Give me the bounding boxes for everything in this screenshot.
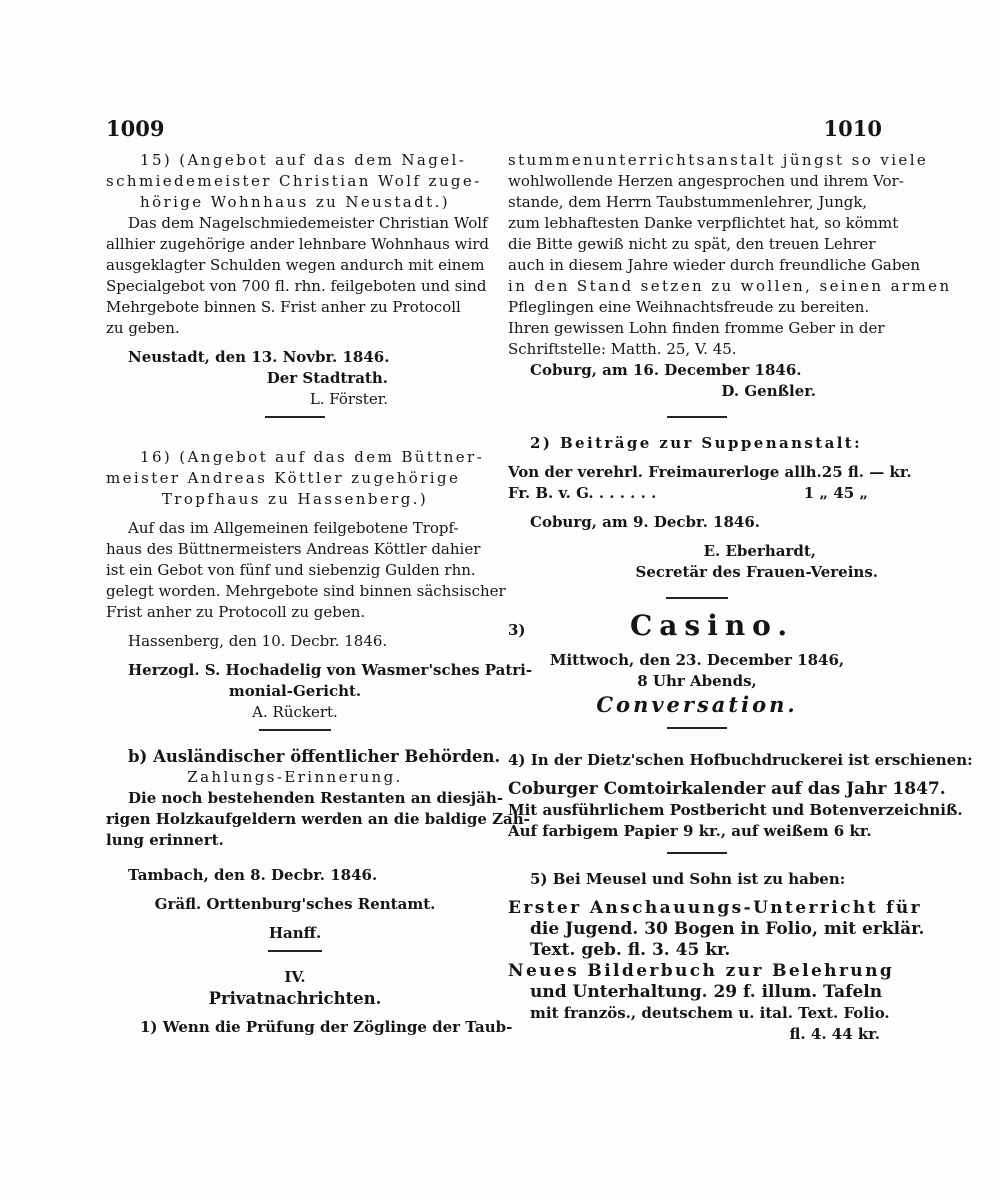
notice-body-line: Pfleglingen eine Weihnachtsfreude zu bereiten. (508, 298, 870, 316)
divider (667, 416, 727, 418)
notice-title: Tropfhaus zu Hassenberg.) (161, 490, 429, 508)
signer: A. Rückert. (252, 703, 338, 721)
event-date: Mittwoch, den 23. December 1846, (549, 651, 845, 669)
section-numeral: IV. (284, 968, 306, 986)
issuing-authority: Gräfl. Orttenburg'sches Rentamt. (154, 895, 436, 913)
notice-body-line: Schriftstelle: Matth. 25, V. 45. (508, 340, 737, 358)
section-heading: b) Ausländischer öffentlicher Behörden. (128, 747, 501, 766)
notice-title: hörige Wohnhaus zu Neustadt.) (140, 193, 450, 211)
notice-title: 16) (Angebot auf das dem Büttner- (140, 448, 485, 466)
signer: D. Genßler. (721, 382, 816, 400)
notice-body-line: zum lebhaftesten Danke verpflichtet hat, so kömmt (508, 214, 899, 232)
notice-intro: 5) Bei Meusel und Sohn ist zu haben: (530, 870, 846, 888)
book-entry-line: Text. geb. fl. 3. 45 kr. (530, 940, 731, 960)
notice-body-line: wohlwollende Herzen angesprochen und ihrem Vor- (508, 172, 904, 190)
book-entry-line: die Jugend. 30 Bogen in Folio, mit erklär. (530, 919, 925, 939)
issuing-authority: Der Stadtrath. (266, 369, 388, 387)
casino-heading (508, 609, 886, 642)
notice-body-line: stummenunterrichtsanstalt jüngst so viele (508, 151, 929, 169)
notice-body-line: ausgeklagter Schulden wegen andurch mit einem (106, 256, 485, 274)
divider (259, 729, 331, 731)
donation-row (508, 483, 886, 504)
notice-body-line: Frist anher zu Protocoll zu geben. (106, 603, 366, 621)
book-entry-line: Neues Bilderbuch zur Belehrung (508, 961, 895, 981)
notice-private-4 (508, 750, 973, 854)
page-number-left: 1009 (106, 116, 165, 141)
event-name: Conversation. (596, 692, 798, 717)
donation-row (508, 462, 912, 483)
section-b (106, 746, 530, 952)
notice-body-line: Das dem Nagelschmiedemeister Christian Wolf (128, 214, 488, 232)
notice-body-line: lung erinnert. (106, 831, 224, 849)
notice-15 (106, 150, 490, 418)
right-column (508, 150, 973, 1045)
signer: Hanff. (268, 924, 322, 942)
signer: L. Förster. (309, 390, 388, 408)
donor: Fr. B. v. G. . . . . . . (508, 484, 657, 502)
publication-title: Coburger Comtoirkalender auf das Jahr 1847. (508, 779, 946, 799)
place-date: Neustadt, den 13. Novbr. 1846. (128, 348, 390, 366)
amount: 25 fl. — kr. (821, 463, 912, 481)
notice-body-line: Mit ausführlichem Postbericht und Botenverzeichniß. (508, 801, 963, 819)
book-entry-line: mit französ., deutschem u. ital. Text. Folio. (530, 1004, 890, 1022)
book-entry-line: und Unterhaltung. 29 f. illum. Tafeln (530, 982, 883, 1002)
divider (667, 852, 727, 854)
notice-private-1-continued (508, 150, 952, 418)
book-entry-line: Erster Anschauungs-Unterricht für (508, 898, 923, 918)
issuing-authority: monial-Gericht. (228, 682, 362, 700)
notice-body-line: allhier zugehörige ander lehnbare Wohnhaus wird (106, 235, 490, 253)
donor: Von der verehrl. Freimaurerloge allh. (508, 463, 822, 481)
issuing-authority: Herzogl. S. Hochadelig von Wasmer'sches Patri- (128, 661, 533, 679)
notice-body-line: die Bitte gewiß nicht zu spät, den treuen Lehrer (508, 235, 876, 253)
divider (268, 950, 322, 952)
divider (667, 727, 727, 729)
place-date: Tambach, den 8. Decbr. 1846. (128, 866, 378, 884)
section-subheading: Zahlungs-Erinnerung. (187, 768, 403, 786)
event-title: Casino. (630, 609, 795, 642)
event-time: 8 Uhr Abends, (637, 672, 757, 690)
notice-body-line: Mehrgebote binnen S. Frist anher zu Protocoll (106, 298, 461, 316)
divider (265, 416, 325, 418)
notice-private-2 (508, 433, 912, 599)
notice-body-line: Auf das im Allgemeinen feilgebotene Tropf- (128, 519, 459, 537)
section-iv (106, 967, 513, 1038)
notice-private-5 (508, 869, 925, 1045)
notice-body-line: auch in diesem Jahre wieder durch freundliche Gaben (508, 256, 921, 274)
place-date: Coburg, am 9. Decbr. 1846. (530, 513, 760, 531)
notice-body-line: Specialgebot von 700 fl. rhn. feilgeboten und sind (106, 277, 487, 295)
signer-title: Secretär des Frauen-Vereins. (635, 563, 878, 581)
divider (666, 597, 728, 599)
notice-body-line: gelegt worden. Mehrgebote sind binnen sächsischer (106, 582, 506, 600)
notice-intro: 4) In der Dietz'schen Hofbuchdruckerei ist erschienen: (508, 751, 973, 769)
notice-title: schmiedemeister Christian Wolf zuge- (106, 172, 482, 190)
notice-body-line: Ihren gewissen Lohn finden fromme Geber in der (508, 319, 885, 337)
left-column (106, 150, 533, 1038)
notice-heading: 2) Beiträge zur Suppenanstalt: (530, 434, 863, 452)
place-date: Hassenberg, den 10. Decbr. 1846. (128, 632, 388, 650)
notice-body-line: rigen Holzkaufgeldern werden an die baldige Zah- (106, 810, 530, 828)
place-date: Coburg, am 16. December 1846. (530, 361, 802, 379)
notice-body-line: zu geben. (106, 319, 180, 337)
section-heading: Privatnachrichten. (208, 989, 382, 1008)
notice-private-3 (508, 609, 886, 729)
notice-title: meister Andreas Köttler zugehörige (106, 469, 461, 487)
notice-body-line: in den Stand setzen zu wollen, seinen armen (508, 277, 952, 295)
signer: E. Eberhardt, (703, 542, 816, 560)
item-number: 3) (508, 621, 526, 639)
notice-body-line: haus des Büttnermeisters Andreas Köttler dahier (106, 540, 481, 558)
notice-body-line: Auf farbigem Papier 9 kr., auf weißem 6 kr. (508, 822, 872, 840)
amount: 1 „ 45 „ (803, 484, 868, 502)
notice-body-line: ist ein Gebot von fünf und siebenzig Gulden rhn. (106, 561, 476, 579)
book-price: fl. 4. 44 kr. (789, 1025, 880, 1043)
notice-body-line: Die noch bestehenden Restanten an diesjäh- (128, 789, 504, 807)
notice-body-line: stande, dem Herrn Taubstummenlehrer, Jungk, (508, 193, 868, 211)
notice-title: 15) (Angebot auf das dem Nagel- (140, 151, 467, 169)
notice-16 (106, 447, 533, 731)
notice-body-line: 1) Wenn die Prüfung der Zöglinge der Taub- (140, 1018, 513, 1036)
page-number-right: 1010 (823, 116, 882, 141)
